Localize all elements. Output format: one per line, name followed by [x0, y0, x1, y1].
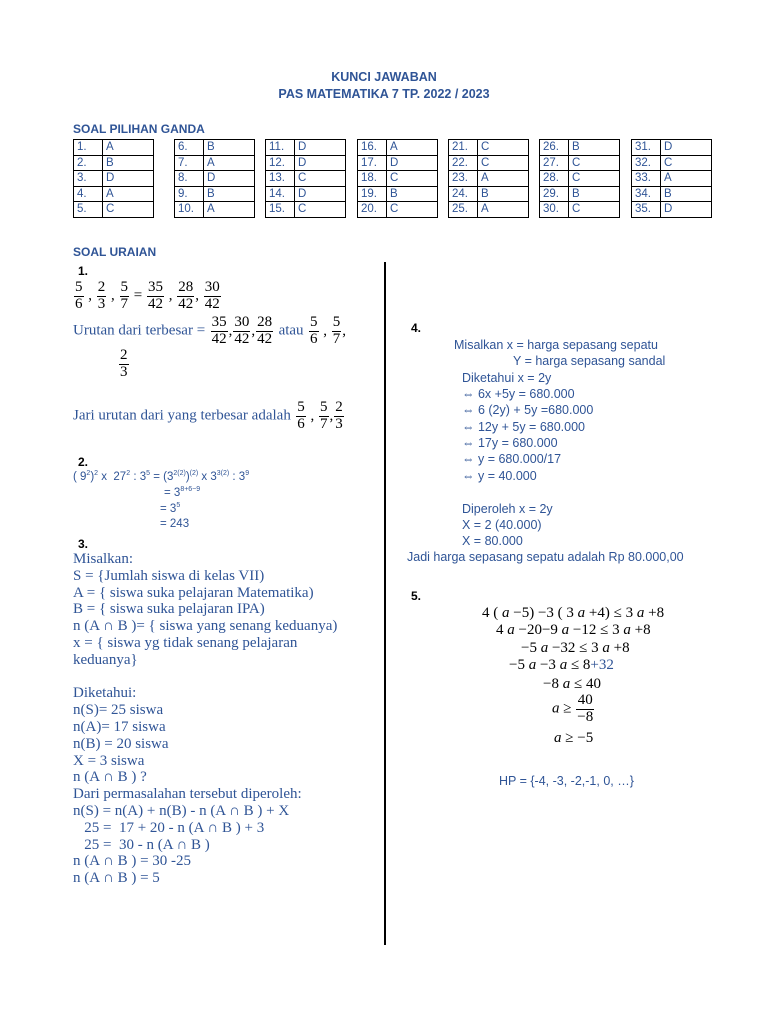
q3-line: n(A)= 17 siswa	[73, 719, 166, 735]
pg-answer-letter: C	[478, 140, 529, 156]
q1-urutan-label: Urutan dari terbesar =	[73, 322, 206, 339]
pg-row	[632, 140, 712, 156]
q3-line: n(S) = n(A) + n(B) - n (A ∩ B ) + X	[73, 803, 290, 819]
pg-answer-letter: C	[387, 171, 438, 187]
pg-answer-letter: A	[204, 155, 255, 171]
q3-line: Diketahui:	[73, 685, 137, 702]
pg-question-number: 23.	[449, 171, 478, 187]
pg-question-number: 1.	[74, 140, 103, 156]
q3-line: n (A ∩ B ) ?	[73, 769, 147, 786]
pg-row	[540, 171, 620, 187]
doc-subtitle: PAS MATEMATIKA 7 TP. 2022 / 2023	[278, 87, 490, 101]
pg-question-number: 26.	[540, 140, 569, 156]
pg-row	[266, 140, 346, 156]
q2-line2: = $3^{8+6-9}$	[164, 486, 201, 499]
pg-question-number: 30.	[540, 202, 569, 218]
pg-row	[449, 186, 529, 202]
q3-line: n(B) = 20 siswa	[73, 735, 169, 752]
pg-answer-letter: C	[387, 202, 438, 218]
pg-answer-letter: A	[661, 171, 712, 187]
pg-answer-letter: B	[478, 186, 529, 202]
uraian-heading: SOAL URAIAN	[73, 245, 157, 259]
q3-line: keduanya}	[73, 651, 138, 668]
q4-number: 4.	[411, 321, 422, 335]
pg-row	[449, 140, 529, 156]
pg-question-number: 27.	[540, 155, 569, 171]
pg-answer-letter: C	[103, 202, 154, 218]
pg-row	[74, 186, 154, 202]
q4-line: ⇔ y = 40.000	[462, 469, 537, 483]
pg-answer-letter: D	[387, 155, 438, 171]
pg-row	[540, 186, 620, 202]
q2-line3: = $3^5$	[160, 502, 181, 515]
pg-row	[266, 202, 346, 218]
pg-answer-letter: B	[661, 186, 712, 202]
q4-line: ⇔ 6 (2y) + 5y =680.000	[462, 403, 594, 417]
q3-line: 25 = 17 + 20 - n (A ∩ B ) + 3	[73, 819, 265, 836]
pg-row	[632, 155, 712, 171]
q1-urutan: Urutan dari terbesar = $\frac{35}{42}$ , $\frac{30}{42}$ , $\frac{28}{42}$ atau $\frac{5}{6}$ , $\frac{5}{7}$ ,	[73, 314, 346, 347]
pg-row	[540, 155, 620, 171]
q2-line1: ( $9^2)^2$ x $27^2$ : $3^5 = (3^{2(2)})^{(2)}$ x $3^{3(2)}$ : $3^9$	[73, 470, 250, 483]
pg-answer-letter: A	[478, 202, 529, 218]
q4-line: ⇔ 6x +5y = 680.000	[462, 387, 575, 401]
pg-answer-letter: C	[295, 202, 346, 218]
pg-question-number: 35.	[632, 202, 661, 218]
pg-row	[358, 140, 438, 156]
pg-row	[632, 186, 712, 202]
pg-answer-letter: C	[569, 202, 620, 218]
pg-question-number: 3.	[74, 171, 103, 187]
pg-question-number: 8.	[175, 171, 204, 187]
pg-table-1	[73, 139, 154, 218]
pg-row	[175, 202, 255, 218]
pg-table-6	[539, 139, 620, 218]
pg-question-number: 28.	[540, 171, 569, 187]
pg-heading: SOAL PILIHAN GANDA	[73, 122, 205, 136]
q3-number: 3.	[78, 537, 89, 551]
pg-question-number: 7.	[175, 155, 204, 171]
pg-question-number: 31.	[632, 140, 661, 156]
pg-row	[358, 155, 438, 171]
q4-line: ⇔ y = 680.000/17	[462, 452, 562, 466]
q1-number: 1.	[78, 264, 89, 278]
q5-step2: 4 a −20−9 a −12 ≤ 3 a +8	[496, 622, 651, 638]
pg-question-number: 9.	[175, 186, 204, 202]
q4-line: ⇔ 12y + 5y = 680.000	[462, 420, 586, 434]
pg-table-2	[174, 139, 255, 218]
q4-line: Diketahui x = 2y	[462, 371, 552, 385]
q4-line: Misalkan x = harga sepasang sepatu	[454, 338, 658, 352]
pg-question-number: 13.	[266, 171, 295, 187]
column-divider	[384, 262, 386, 945]
pg-question-number: 12.	[266, 155, 295, 171]
q3-line: n(S)= 25 siswa	[73, 702, 164, 719]
pg-question-number: 6.	[175, 140, 204, 156]
pg-question-number: 16.	[358, 140, 387, 156]
pg-question-number: 34.	[632, 186, 661, 202]
pg-row	[74, 140, 154, 156]
pg-row	[266, 171, 346, 187]
pg-question-number: 19.	[358, 186, 387, 202]
pg-answer-letter: C	[478, 155, 529, 171]
pg-table-5	[448, 139, 529, 218]
q3-line: 25 = 30 - n (A ∩ B )	[73, 836, 210, 853]
pg-table-3	[265, 139, 346, 218]
pg-answer-letter: D	[295, 155, 346, 171]
pg-question-number: 18.	[358, 171, 387, 187]
pg-row	[449, 202, 529, 218]
q5-number: 5.	[411, 589, 422, 603]
q4-line: Jadi harga sepasang sepatu adalah Rp 80.000,00	[407, 550, 684, 564]
pg-row	[358, 186, 438, 202]
pg-row	[266, 186, 346, 202]
pg-question-number: 15.	[266, 202, 295, 218]
q4-line: ⇔ 17y = 680.000	[462, 436, 558, 450]
pg-row	[74, 171, 154, 187]
q3-line: S = {Jumlah siswa di kelas VII)	[73, 567, 265, 584]
pg-answer-letter: B	[569, 140, 620, 156]
pg-answer-letter: D	[661, 202, 712, 218]
q3-line: n (A ∩ B ) = 30 -25	[73, 853, 192, 870]
q3-line: n (A ∩ B ) = 5	[73, 870, 160, 887]
pg-answer-letter: D	[103, 171, 154, 187]
pg-row	[175, 140, 255, 156]
q3-line: Misalkan:	[73, 551, 133, 567]
q3-line: n (A ∩ B )= { siswa yang senang keduanya)	[73, 618, 338, 635]
pg-row	[632, 202, 712, 218]
q5-step6: a ≥ $\frac{40}{-8}$	[552, 692, 594, 725]
q1-equation: $\frac{5}{6}$ , $\frac{2}{3}$ , $\frac{5}{7}$ = $\frac{35}{42}$ , $\frac{28}{42}$ , $\frac{30}{42}$	[75, 279, 220, 312]
q4-line: Diperoleh x = 2y	[462, 502, 553, 516]
pg-answer-letter: A	[478, 171, 529, 187]
pg-answer-letter: D	[204, 171, 255, 187]
pg-answer-letter: B	[387, 186, 438, 202]
pg-question-number: 29.	[540, 186, 569, 202]
pg-row	[449, 155, 529, 171]
q1-atau: atau	[278, 322, 304, 339]
pg-answer-letter: B	[204, 140, 255, 156]
q4-line: X = 80.000	[462, 534, 523, 548]
q5-step4: −5 a −3 a ≤ 8+32	[509, 657, 614, 673]
q1-conclusion: Jari urutan dari yang terbesar adalah $\frac{5}{6}$ , $\frac{5}{7}$ , $\frac{2}{3}$	[73, 399, 343, 432]
pg-answer-letter: C	[569, 155, 620, 171]
pg-question-number: 4.	[74, 186, 103, 202]
pg-row	[175, 171, 255, 187]
pg-answer-letter: A	[103, 186, 154, 202]
q5-step1: 4 ( a −5) −3 ( 3 a +4) ≤ 3 a +8	[482, 605, 665, 621]
pg-table-7	[631, 139, 712, 218]
pg-question-number: 25.	[449, 202, 478, 218]
q3-line: B = { siswa suka pelajaran IPA)	[73, 601, 265, 618]
pg-row	[449, 171, 529, 187]
pg-table-4	[357, 139, 438, 218]
pg-row	[358, 202, 438, 218]
q3-line: A = { siswa suka pelajaran Matematika)	[73, 584, 314, 601]
pg-row	[540, 140, 620, 156]
q4-line: Y = harga sepasang sandal	[513, 354, 666, 368]
pg-answer-letter: A	[387, 140, 438, 156]
pg-question-number: 24.	[449, 186, 478, 202]
pg-row	[74, 155, 154, 171]
pg-row	[358, 171, 438, 187]
q5-hp: HP = {-4, -3, -2,-1, 0, …}	[499, 774, 634, 788]
pg-answer-letter: D	[295, 140, 346, 156]
q3-line: Dari permasalahan tersebut diperoleh:	[73, 786, 302, 803]
q5-step5: −8 a ≤ 40	[543, 676, 601, 692]
pg-row	[632, 171, 712, 187]
q5-step7: a ≥ −5	[554, 730, 594, 746]
q4-line: X = 2 (40.000)	[462, 518, 542, 532]
pg-answer-letter: D	[295, 186, 346, 202]
pg-row	[266, 155, 346, 171]
doc-title: KUNCI JAWABAN	[331, 70, 437, 84]
pg-question-number: 10.	[175, 202, 204, 218]
pg-question-number: 17.	[358, 155, 387, 171]
q2-line4: = 243	[160, 518, 190, 530]
pg-answer-letter: B	[569, 186, 620, 202]
pg-row	[175, 186, 255, 202]
pg-question-number: 20.	[358, 202, 387, 218]
pg-row	[540, 202, 620, 218]
pg-question-number: 14.	[266, 186, 295, 202]
pg-answer-letter: C	[569, 171, 620, 187]
q3-line: x = { siswa yg tidak senang pelajaran	[73, 635, 298, 651]
pg-question-number: 21.	[449, 140, 478, 156]
pg-answer-letter: A	[103, 140, 154, 156]
q1-conclusion-label: Jari urutan dari yang terbesar adalah	[73, 407, 291, 424]
pg-question-number: 22.	[449, 155, 478, 171]
pg-answer-letter: C	[295, 171, 346, 187]
pg-question-number: 5.	[74, 202, 103, 218]
pg-question-number: 11.	[266, 140, 295, 156]
q2-number: 2.	[78, 455, 89, 469]
pg-answer-letter: C	[661, 155, 712, 171]
pg-answer-letter: A	[204, 202, 255, 218]
pg-answer-letter: D	[661, 140, 712, 156]
pg-question-number: 2.	[74, 155, 103, 171]
q1-last-fraction: $\frac{2}{3}$	[120, 347, 128, 380]
pg-question-number: 32.	[632, 155, 661, 171]
q5-step3: −5 a −32 ≤ 3 a +8	[521, 640, 630, 656]
pg-row	[175, 155, 255, 171]
pg-question-number: 33.	[632, 171, 661, 187]
q3-line: X = 3 siswa	[73, 752, 145, 769]
pg-answer-letter: B	[204, 186, 255, 202]
pg-row	[74, 202, 154, 218]
pg-answer-letter: B	[103, 155, 154, 171]
